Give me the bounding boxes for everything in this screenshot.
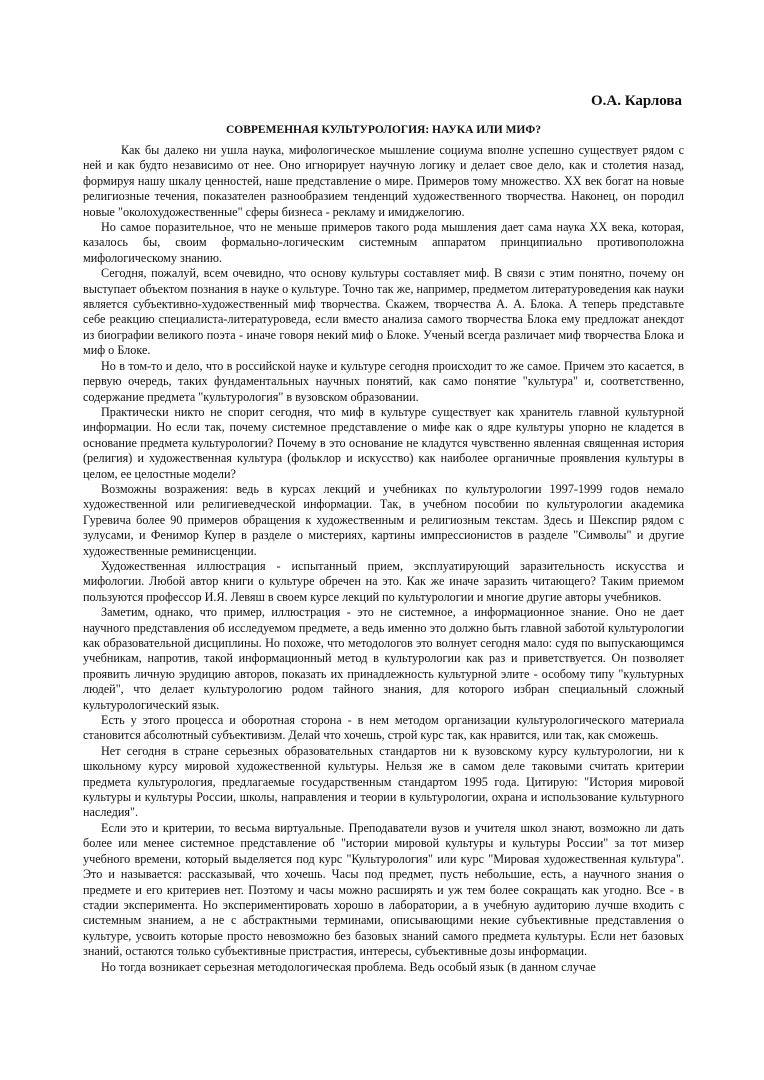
author-name: О.А. Карлова bbox=[590, 93, 682, 109]
paragraph: Заметим, однако, что пример, иллюстрация - это не системное, а информационное знание. Оно не дает научного представления об исследуемом предмете, а ведь именно это должно быть главной заботой культурологии как образовательной дисциплины. Но похоже, что методологов это волнует сегодня мало: судя по выпускающимся учебникам, напротив, такой информационный метод в культурологии как раз и приветствуется. Он позволяет проявить личную эрудицию авторов, показать их принадлежность культурной элите - особому типу "культурных людей", что делает культурологию родом тайного знания, для которого избран специальный сложный культурологический язык. bbox=[83, 605, 684, 712]
paragraph: Сегодня, пожалуй, всем очевидно, что основу культуры составляет миф. В связи с этим понятно, почему он выступает объектом познания в науке о культуре. Точно так же, например, предметом литературоведения как науки является субъективно-художественный миф творчества. Скажем, творчества А. А. Блока. А теперь представьте себе реакцию специалиста-литературоведа, если вместо анализа самого творчества Блока ему предложат анекдот из биографии великого поэта - иначе говоря некий миф о Блоке. Ученый всегда различает миф творчества Блока и миф о Блоке. bbox=[83, 266, 684, 358]
paragraph: Но тогда возникает серьезная методологическая проблема. Ведь особый язык (в данном случае bbox=[101, 959, 596, 974]
paragraph: Но самое поразительное, что не меньше примеров такого рода мышления дает сама наука XX века, которая, казалось бы, своим формально-логическим системным аппаратом принципиально противоположна мифологическому знанию. bbox=[83, 220, 684, 265]
article-body bbox=[83, 143, 684, 975]
paragraph: Но в том-то и дело, что в российской науке и культуре сегодня происходит то же самое. Причем это касается, в первую очередь, таких фундаментальных научных понятий, как само понятие "культура" и, соответственно, содержание предмета "культурология" в вузовском образовании. bbox=[83, 358, 684, 404]
paragraph: Как бы далеко ни ушла наука, мифологическое мышление социума вполне успешно существует рядом с ней и как будто независимо от нее. Оно игнорирует научную логику и делает свое дело, как и столетия назад, формируя нашу шкалу ценностей, наше представление о мире. Примеров тому множество. XX век богат на новые религиозные течения, показателен разнообразием тенденций художественного творчества. Наконец, он породил новые "околохудожественные" сферы бизнеса - рекламу и имиджелогию. bbox=[83, 143, 684, 219]
paragraph: Если это и критерии, то весьма виртуальные. Преподаватели вузов и учителя школ знают, возможно ли дать более или менее системное представление об "истории мировой культуры и культуры России" за тот мизер учебного времени, который выделяется под курс "Культурология" или курс "Мировая художественная культура". Это и называется: рассказывай, что хочешь. Часы под предмет, пусть небольшие, есть, а научного знания о предмете и его критериев нет. Поэтому и часы можно расширять и уж тем более сокращать как угодно. Все - в стадии эксперимента. Но экспериментировать хорошо в лаборатории, а в учебную аудиторию лучше входить с системным знанием, а не с абстрактными терминами, описывающими некие субъективные представления о культуре, усвоить которые просто невозможно без базовых знаний самого предмета культуры. Если нет базовых знаний, остаются только субъективные пристрастия, интересы, субъективные дозы информации. bbox=[83, 820, 684, 959]
paragraph: Практически никто не спорит сегодня, что миф в культуре существует как хранитель главной культурной информации. Но если так, почему системное представление о мифе как о ядре культуры упорно не кладется в основание предмета культурологии? Почему в это основание не кладутся чувственно явленная священная история (религия) и художественная культура (фольклор и искусство) как наиболее органичные проявления культуры в целом, ее целостные модели? bbox=[83, 404, 684, 481]
paragraph: Художественная иллюстрация - испытанный прием, эксплуатирующий заразительность искусства и мифологии. Любой автор книги о культуре обречен на это. Как же иначе заразить читающего? Таким приемом пользуются профессор И.Я. Левяш в своем курсе лекций по культурологии и многие другие авторы учебников. bbox=[83, 558, 684, 604]
article-title: СОВРЕМЕННАЯ КУЛЬТУРОЛОГИЯ: НАУКА ИЛИ МИФ? bbox=[225, 124, 542, 136]
paragraph: Нет сегодня в стране серьезных образовательных стандартов ни к вузовскому курсу культурологии, ни к школьному курсу мировой художественной культуры. Нельзя же в самом деле таковыми считать критерии предмета культурология, предлагаемые государственным стандартом 1995 года. Цитирую: "История мировой культуры и культуры России, школы, направления и теории в культурологии, охрана и использование культурного наследия". bbox=[83, 743, 684, 820]
paragraph: Есть у этого процесса и оборотная сторона - в нем методом организации культурологического материала становится абсолютный субъективизм. Делай что хочешь, строй курс так, как нравится, или так, как сможешь. bbox=[83, 713, 684, 743]
paragraph: Возможны возражения: ведь в курсах лекций и учебниках по культурологии 1997-1999 годов немало художественной или религиеведческой информации. Так, в учебном пособии по культурологии академика Гуревича более 90 примеров обращения к художественным и религиозным текстам. Здесь и Шекспир рядом с зулусами, и Фенимор Купер в разделе о мистериях, картины импрессионистов в разделе "Символы" и другие художественные реминисценции. bbox=[83, 481, 684, 558]
